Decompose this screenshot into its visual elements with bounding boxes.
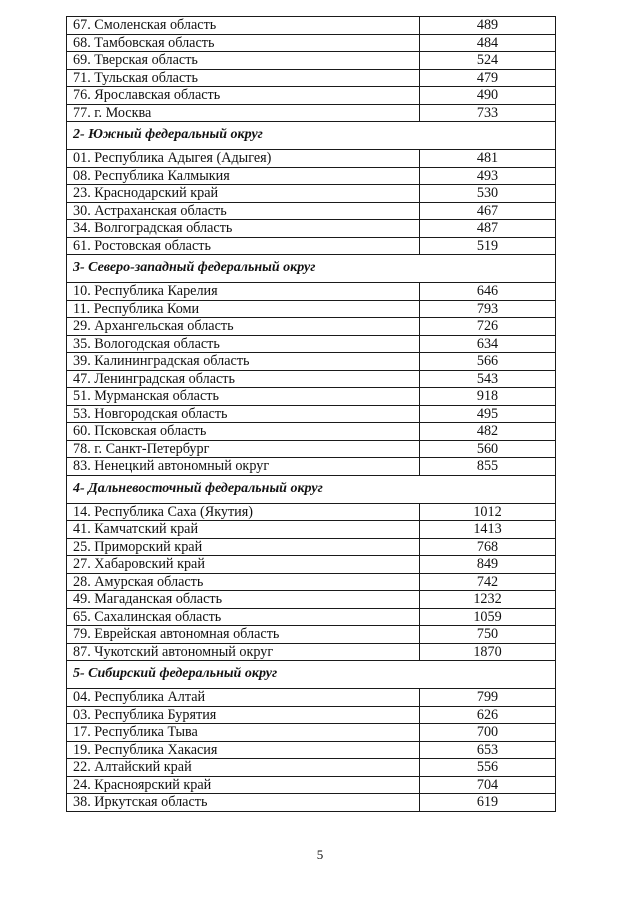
region-name: 87. Чукотский автономный округ <box>67 643 420 661</box>
region-name: 28. Амурская область <box>67 573 420 591</box>
table-row <box>67 608 556 626</box>
region-value: 566 <box>420 353 556 371</box>
region-value: 646 <box>420 283 556 301</box>
table-row <box>67 335 556 353</box>
region-name: 51. Мурманская область <box>67 388 420 406</box>
table-row <box>67 741 556 759</box>
region-value: 733 <box>420 104 556 122</box>
table-row <box>67 52 556 70</box>
region-value: 742 <box>420 573 556 591</box>
region-name: 68. Тамбовская область <box>67 34 420 52</box>
table-row <box>67 300 556 318</box>
region-name: 71. Тульская область <box>67 69 420 87</box>
table-row <box>67 626 556 644</box>
region-name: 76. Ярославская область <box>67 87 420 105</box>
region-value: 487 <box>420 220 556 238</box>
region-value: 1232 <box>420 591 556 609</box>
region-name: 53. Новгородская область <box>67 405 420 423</box>
table-row <box>67 440 556 458</box>
table-row <box>67 353 556 371</box>
region-value: 481 <box>420 150 556 168</box>
table-row <box>67 573 556 591</box>
table-row <box>67 538 556 556</box>
region-name: 23. Краснодарский край <box>67 185 420 203</box>
region-name: 29. Архангельская область <box>67 318 420 336</box>
table-row <box>67 69 556 87</box>
region-name: 79. Еврейская автономная область <box>67 626 420 644</box>
section-header: 2- Южный федеральный округ <box>67 122 556 150</box>
region-name: 08. Республика Калмыкия <box>67 167 420 185</box>
table-row <box>67 521 556 539</box>
region-value: 484 <box>420 34 556 52</box>
region-value: 493 <box>420 167 556 185</box>
region-name: 83. Ненецкий автономный округ <box>67 458 420 476</box>
region-value: 482 <box>420 423 556 441</box>
region-value: 619 <box>420 794 556 812</box>
region-name: 38. Иркутская область <box>67 794 420 812</box>
table-row <box>67 150 556 168</box>
table-row <box>67 104 556 122</box>
region-value: 726 <box>420 318 556 336</box>
region-value: 768 <box>420 538 556 556</box>
region-value: 495 <box>420 405 556 423</box>
region-name: 78. г. Санкт-Петербург <box>67 440 420 458</box>
region-name: 04. Республика Алтай <box>67 689 420 707</box>
region-name: 19. Республика Хакасия <box>67 741 420 759</box>
section-header-row <box>67 255 556 283</box>
region-value: 634 <box>420 335 556 353</box>
region-value: 530 <box>420 185 556 203</box>
table-row <box>67 202 556 220</box>
table-row <box>67 167 556 185</box>
table-row <box>67 87 556 105</box>
section-header-row <box>67 475 556 503</box>
region-value: 700 <box>420 724 556 742</box>
region-value: 1870 <box>420 643 556 661</box>
region-name: 47. Ленинградская область <box>67 370 420 388</box>
region-value: 1012 <box>420 503 556 521</box>
table-row <box>67 643 556 661</box>
table-row <box>67 370 556 388</box>
section-header-row <box>67 661 556 689</box>
region-value: 556 <box>420 759 556 777</box>
region-name: 34. Волгоградская область <box>67 220 420 238</box>
table-row <box>67 706 556 724</box>
table-row <box>67 237 556 255</box>
region-name: 24. Красноярский край <box>67 776 420 794</box>
region-value: 1413 <box>420 521 556 539</box>
section-header: 5- Сибирский федеральный округ <box>67 661 556 689</box>
region-name: 60. Псковская область <box>67 423 420 441</box>
region-name: 39. Калининградская область <box>67 353 420 371</box>
region-name: 65. Сахалинская область <box>67 608 420 626</box>
region-value: 519 <box>420 237 556 255</box>
region-value: 918 <box>420 388 556 406</box>
page-number: 5 <box>316 847 324 862</box>
region-value: 560 <box>420 440 556 458</box>
region-name: 22. Алтайский край <box>67 759 420 777</box>
region-name: 01. Республика Адыгея (Адыгея) <box>67 150 420 168</box>
region-name: 77. г. Москва <box>67 104 420 122</box>
region-value: 849 <box>420 556 556 574</box>
table-row <box>67 318 556 336</box>
region-value: 704 <box>420 776 556 794</box>
table-row <box>67 405 556 423</box>
region-name: 61. Ростовская область <box>67 237 420 255</box>
table-row <box>67 185 556 203</box>
table-row <box>67 423 556 441</box>
table-row <box>67 17 556 35</box>
table-row <box>67 776 556 794</box>
region-name: 49. Магаданская область <box>67 591 420 609</box>
region-name: 25. Приморский край <box>67 538 420 556</box>
table-row <box>67 689 556 707</box>
section-header-row <box>67 122 556 150</box>
region-value: 855 <box>420 458 556 476</box>
region-name: 67. Смоленская область <box>67 17 420 35</box>
table-row <box>67 724 556 742</box>
region-name: 41. Камчатский край <box>67 521 420 539</box>
region-name: 35. Вологодская область <box>67 335 420 353</box>
table-row <box>67 556 556 574</box>
region-value: 653 <box>420 741 556 759</box>
region-name: 27. Хабаровский край <box>67 556 420 574</box>
region-value: 793 <box>420 300 556 318</box>
table-row <box>67 283 556 301</box>
section-header: 3- Северо-западный федеральный округ <box>67 255 556 283</box>
regions-table-body <box>67 17 556 812</box>
region-value: 626 <box>420 706 556 724</box>
table-row <box>67 503 556 521</box>
region-value: 543 <box>420 370 556 388</box>
region-name: 14. Республика Саха (Якутия) <box>67 503 420 521</box>
region-name: 69. Тверская область <box>67 52 420 70</box>
table-row <box>67 34 556 52</box>
region-name: 10. Республика Карелия <box>67 283 420 301</box>
table-row <box>67 388 556 406</box>
table-row <box>67 794 556 812</box>
table-row <box>67 759 556 777</box>
table-row <box>67 220 556 238</box>
region-name: 03. Республика Бурятия <box>67 706 420 724</box>
region-name: 30. Астраханская область <box>67 202 420 220</box>
table-row <box>67 458 556 476</box>
section-header: 4- Дальневосточный федеральный округ <box>67 475 556 503</box>
region-value: 467 <box>420 202 556 220</box>
region-value: 1059 <box>420 608 556 626</box>
region-value: 524 <box>420 52 556 70</box>
regions-table <box>66 16 556 812</box>
region-name: 17. Республика Тыва <box>67 724 420 742</box>
region-value: 799 <box>420 689 556 707</box>
table-row <box>67 591 556 609</box>
region-name: 11. Республика Коми <box>67 300 420 318</box>
region-value: 490 <box>420 87 556 105</box>
region-value: 479 <box>420 69 556 87</box>
region-value: 489 <box>420 17 556 35</box>
region-value: 750 <box>420 626 556 644</box>
